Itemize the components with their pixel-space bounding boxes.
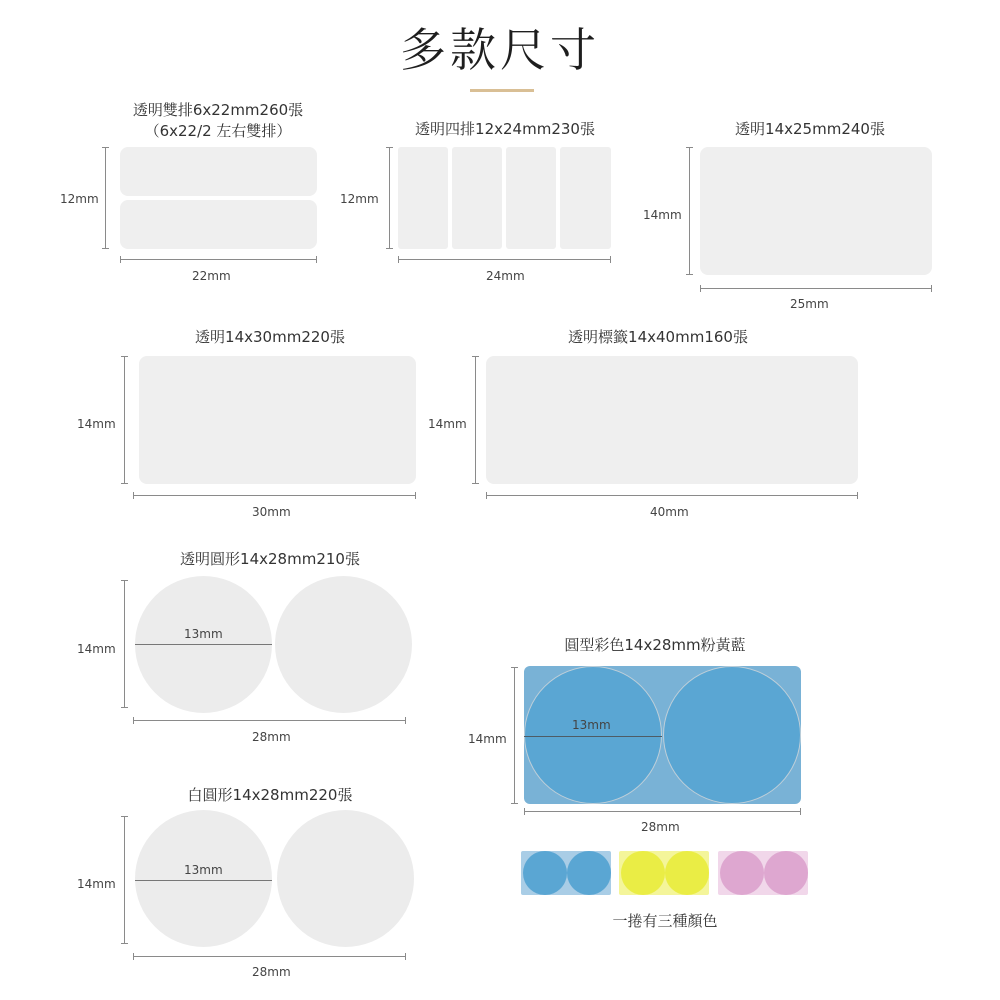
sticker-2-height: 12mm <box>340 192 379 206</box>
sticker-2-col-2 <box>452 147 502 249</box>
sticker-6-height: 14mm <box>77 642 116 656</box>
sticker-3-rect <box>700 147 932 275</box>
blue-chip <box>521 851 611 895</box>
sticker-4-height-line <box>124 356 125 484</box>
sticker-6-width: 28mm <box>252 730 291 744</box>
sticker-6-circle-2 <box>275 576 412 713</box>
sticker-8-diameter: 13mm <box>572 718 611 732</box>
sticker-7-diameter: 13mm <box>184 863 223 877</box>
sticker-3-width: 25mm <box>790 297 829 311</box>
sticker-7-height-line <box>124 816 125 944</box>
sticker-4-label: 透明14x30mm220張 <box>195 328 345 346</box>
sticker-3-label: 透明14x25mm240張 <box>735 120 885 138</box>
sticker-2-col-4 <box>560 147 611 249</box>
sticker-2-col-1 <box>398 147 448 249</box>
sticker-6-diameter-line <box>135 644 272 645</box>
sticker-2-width-line <box>398 259 611 260</box>
sticker-5-label: 透明標籤14x40mm160張 <box>568 328 748 346</box>
sticker-8-diameter-line <box>524 736 662 737</box>
sticker-6-width-line <box>133 720 406 721</box>
yellow-dot-1 <box>621 851 665 895</box>
sticker-8-width: 28mm <box>641 820 680 834</box>
sticker-1-strip-top <box>120 147 317 196</box>
sticker-4-width: 30mm <box>252 505 291 519</box>
sticker-1-width-line <box>120 259 317 260</box>
sticker-2-col-3 <box>506 147 556 249</box>
sticker-4-height: 14mm <box>77 417 116 431</box>
sticker-6-label: 透明圓形14x28mm210張 <box>180 550 360 568</box>
sticker-6-diameter: 13mm <box>184 627 223 641</box>
sticker-6-height-line <box>124 580 125 708</box>
sticker-4-rect <box>139 356 416 484</box>
sticker-1-sublabel: （6x22/2 左右雙排） <box>144 122 292 140</box>
blue-dot-1 <box>523 851 567 895</box>
sticker-5-width: 40mm <box>650 505 689 519</box>
title-underline <box>470 89 534 92</box>
sticker-3-height: 14mm <box>643 208 682 222</box>
sticker-1-height: 12mm <box>60 192 99 206</box>
sticker-5-height-line <box>475 356 476 484</box>
sticker-3-height-line <box>689 147 690 275</box>
three-colors-caption: 一捲有三種顏色 <box>612 912 718 930</box>
sticker-2-label: 透明四排12x24mm230張 <box>415 120 595 138</box>
sticker-1-strip-bottom <box>120 200 317 249</box>
sticker-8-label: 圓型彩色14x28mm粉黃藍 <box>564 636 746 654</box>
pink-chip <box>718 851 808 895</box>
sticker-7-width-line <box>133 956 406 957</box>
sticker-2-width: 24mm <box>486 269 525 283</box>
sticker-5-height: 14mm <box>428 417 467 431</box>
blue-dot-2 <box>567 851 611 895</box>
sticker-7-circle-2 <box>277 810 414 947</box>
pink-dot-1 <box>720 851 764 895</box>
sticker-3-width-line <box>700 288 932 289</box>
sticker-7-label: 白圓形14x28mm220張 <box>187 786 353 804</box>
sticker-8-height: 14mm <box>468 732 507 746</box>
sticker-5-width-line <box>486 495 858 496</box>
sticker-8-height-line <box>514 667 515 804</box>
sticker-8-width-line <box>524 811 801 812</box>
pink-dot-2 <box>764 851 808 895</box>
sticker-8-circle-2 <box>663 666 801 804</box>
sticker-1-width: 22mm <box>192 269 231 283</box>
sticker-2-height-line <box>389 147 390 249</box>
sticker-1-height-line <box>105 147 106 249</box>
sticker-7-diameter-line <box>135 880 272 881</box>
yellow-chip <box>619 851 709 895</box>
sticker-8-circle-1 <box>524 666 662 804</box>
sticker-7-circle-1 <box>135 810 272 947</box>
sticker-1-label: 透明雙排6x22mm260張 <box>132 101 304 119</box>
yellow-dot-2 <box>665 851 709 895</box>
page-title: 多款尺寸 <box>400 23 600 77</box>
sticker-7-width: 28mm <box>252 965 291 979</box>
sticker-5-rect <box>486 356 858 484</box>
sticker-7-height: 14mm <box>77 877 116 891</box>
sticker-4-width-line <box>133 495 416 496</box>
